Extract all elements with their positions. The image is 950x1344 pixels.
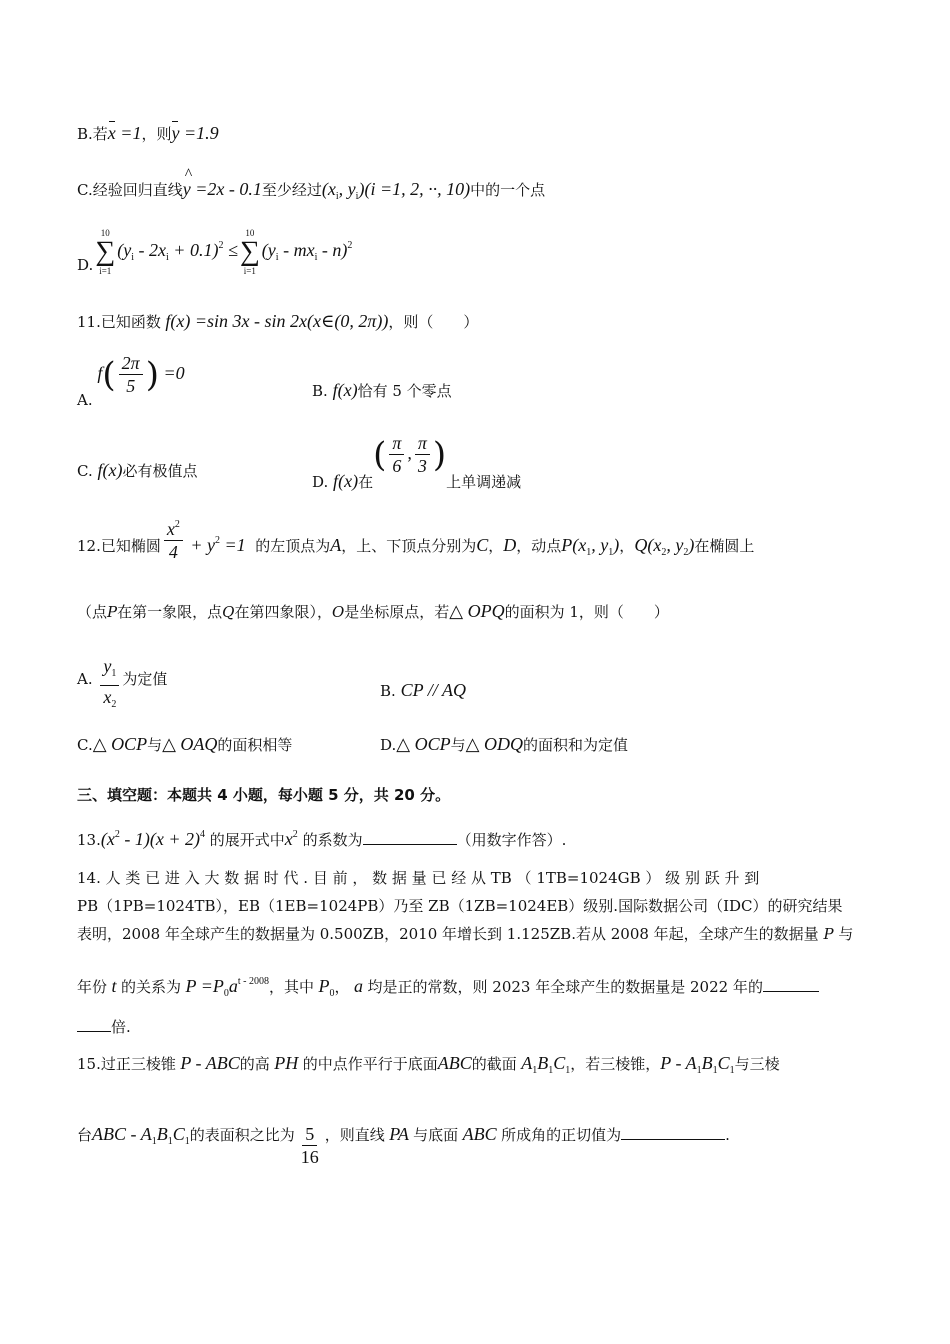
q11-optb-text: 恰有 5 个零点 (357, 382, 452, 400)
q12-optc-text: 的面积相等 (217, 736, 293, 754)
formula-P-A1B1C1: P - $A_1B_1C_1$ (660, 1053, 735, 1076)
formula-x-squared: $x^2$ (284, 829, 298, 849)
q12-stem-a: 的左顶点为 (255, 537, 331, 555)
q15-b: 的中点作平行于底面 (302, 1055, 438, 1073)
q12-line2-b: 在第一象限，点 (117, 603, 223, 621)
formula-f-x: f(x) (333, 470, 359, 491)
q11-option-c (77, 460, 198, 481)
q12-stem-prefix: 12.已知椭圆 (77, 537, 161, 555)
formula-triangle-OCP: △ OCP (396, 734, 451, 754)
q12-optc-mid: 与 (147, 736, 163, 754)
formula-f-x: f(x) (332, 380, 358, 400)
q11-option-d (312, 432, 522, 491)
formula-y-bar: y =1.9 (171, 123, 219, 143)
formula-triangle-OAQ: △ OAQ (162, 734, 218, 754)
answer-blank[interactable] (621, 1125, 725, 1140)
formula-5-16: $\frac{5}{16}$ (300, 1124, 319, 1167)
q14-line4 (77, 966, 873, 1010)
q15-line2-e: 所成角的正切值为 (501, 1126, 622, 1144)
q15-d: ，若三棱锥， (570, 1055, 661, 1073)
q10-optd-prefix: D. (77, 256, 94, 274)
q12-stem-d: 在椭圆上 (694, 537, 755, 555)
q12-line2-e: 的面积为 1，则（ ） (504, 603, 669, 621)
q13-mid: 的展开式中 (209, 831, 285, 849)
q15-a: 的高 (239, 1055, 270, 1073)
q12-option-b (380, 680, 466, 701)
q11-optd-label: D. (312, 472, 329, 491)
formula-f-x: f(x) (97, 460, 123, 480)
answer-blank[interactable] (763, 977, 819, 992)
q12-optc-label: C. (77, 736, 93, 754)
q11-optc-label: C. (77, 462, 93, 480)
q12-stem-c: ，动点 (516, 537, 562, 555)
q10-optb-mid: ，则 (141, 125, 172, 143)
q14-line4-a: 年份 (77, 978, 108, 996)
formula-q11-function: f(x) =sin 3x - sin 2x(x∈(0, 2π)) (160, 311, 389, 331)
q12-option-d (380, 734, 628, 755)
q10-option-c (77, 178, 873, 208)
q13-prefix: 13. (77, 831, 101, 849)
q10-option-d (77, 222, 873, 282)
var-PA: PA (384, 1124, 414, 1144)
q11-optc-text: 必有极值点 (122, 462, 198, 480)
q13-note: （用数字作答）. (456, 831, 567, 849)
q14-line4-b: 的关系为 (121, 978, 182, 996)
var-ABC: ABC (437, 1053, 472, 1073)
formula-CP-parallel-AQ: CP // AQ (400, 680, 466, 700)
formula-x-bar: x =1 (107, 123, 142, 143)
q12-line2-d: 是坐标原点，若 (344, 603, 450, 621)
var-a: a (349, 976, 368, 996)
var-A: A (330, 535, 342, 555)
q15-c: 的截面 (471, 1055, 517, 1073)
q11-stem-prefix: 11.已知函数 (77, 313, 161, 331)
formula-q13-expression: $(x^2 - 1)(x + 2)^4$ (100, 829, 205, 849)
var-PH: PH (269, 1053, 303, 1073)
q12-option-a (77, 650, 167, 716)
q14-line5-text: 倍. (111, 1018, 131, 1036)
q11-stem (77, 310, 873, 333)
q10-optc-suffix: 中的一个点 (470, 181, 546, 199)
formula-y1-over-x2: $\frac{y_1}{x_2}$ (97, 650, 122, 670)
formula-triangle-OCP: △ OCP (92, 734, 148, 754)
q14-line4-c: ，其中 (268, 978, 314, 996)
var-ABC: ABC (458, 1124, 502, 1144)
q12-line2-c: 在第四象限）， (234, 603, 332, 621)
formula-P-equals: $P =P_0a^{t - 2008}$ (181, 976, 269, 999)
q15-line2-b: 的表面积之比为 (189, 1126, 295, 1144)
q15-line2-a: 台 (77, 1126, 93, 1144)
q12-option-c (77, 734, 292, 755)
q11-option-a (77, 352, 185, 409)
formula-triangle-OPQ: △ OPQ (449, 601, 505, 621)
q12-opta-text: 为定值 (122, 670, 168, 688)
q11-optb-label: B. (312, 382, 328, 400)
q10-optc-prefix: C.经验回归直线 (77, 181, 183, 199)
q12-optd-text: 的面积和为定值 (522, 736, 628, 754)
answer-blank[interactable] (363, 830, 457, 845)
var-A1B1C1: $A_1B_1C_1$ (516, 1053, 571, 1076)
q14-line4-d: ， (334, 978, 350, 996)
q15-line2-d: 与底面 (413, 1126, 459, 1144)
q12-stem-line1: 12.已知椭圆 $\frac{x^2}{4}$ + $y^2 =1$ 的左顶点为A，上、下顶点分别为C，D，动点$P(x_1$, $y_1$)，$Q(x_2$, $y_2$)在椭圆上 (77, 512, 873, 582)
q14-paragraph (77, 864, 873, 948)
var-t: t (107, 976, 122, 996)
var-C: C (476, 535, 489, 555)
var-D: D (503, 535, 517, 555)
q11-optd-mid: 在 (358, 472, 374, 491)
q13-stem (77, 824, 873, 851)
q10-optb-prefix: B.若 (77, 125, 108, 143)
q12-line2-a: （点 (77, 603, 108, 621)
q12-optd-label: D. (380, 736, 397, 754)
q10-optc-mid: 至少经过 (261, 181, 322, 199)
formula-regression-line: ^ y =2x - 0.1 (183, 179, 262, 199)
var-P0: $P_0$ (314, 976, 335, 999)
q14-var-P: P (823, 925, 834, 943)
q12-optb-label: B. (380, 682, 396, 700)
formula-point-P: $P(x_1$, $y_1$) (561, 535, 620, 558)
q12-opta-label: A. (77, 670, 93, 688)
q11-opta-label: A. (77, 390, 93, 409)
formula-points-set: ($x_i$, $y_i)(i =1$, 2, ··, 10) (321, 179, 471, 202)
formula-triangle-ODQ: △ ODQ (465, 734, 523, 754)
answer-blank-cont[interactable] (77, 1017, 111, 1032)
q10-option-b (77, 122, 873, 145)
q15-e: 与三棱 (734, 1055, 780, 1073)
q15-line2: 台ABC - $A_1B_1C_1$的表面积之比为 $\frac{5}{16}$ ，则直线 PA 与底面 ABC 所成角的正切值为 . (77, 1124, 730, 1167)
q12-stem-line2: （点P在第一象限，点Q在第四象限），O是坐标原点，若△ OPQ的面积为 1，则（ ） (77, 601, 669, 621)
q14-line3-text: 表明，2008 年全球产生的数据量为 0.500ZB，2010 年增长到 1.125ZB.若从 2008 年起，全球产生的数据量 (77, 925, 819, 943)
q12-optd-mid: 与 (450, 736, 466, 754)
q11-stem-suffix: ，则（ ） (388, 313, 479, 331)
q15-prefix: 15.过正三棱锥 (77, 1055, 176, 1073)
formula-interval-pi6-pi3: ( $\frac{\pi}{6}$ , $\frac{\pi}{3}$ ) (373, 433, 447, 476)
q14-line5 (77, 1016, 873, 1038)
section-heading: 三、填空题：本题共 4 小题，每小题 5 分，共 20 分。 (77, 786, 451, 804)
formula-ellipse: $\frac{x^2}{4}$ + $y^2 =1$ (161, 535, 246, 555)
q12-stem-b: ，上、下顶点分别为 (341, 537, 477, 555)
q11-optd-text: 上单调递减 (446, 472, 522, 491)
q14-line2: PB（1PB=1024TB），EB（1EB=1024PB）乃至 ZB（1ZB=1024EB）级别.国际数据公司（IDC）的研究结果 (77, 897, 843, 915)
formula-f-2pi-5: f( $\frac{2\pi}{5}$ ) =0 (97, 353, 185, 396)
q14-line1: 14. 人 类 已 进 入 大 数 据 时 代 . 目 前 ， 数 据 量 已 经 从 TB （ 1TB=1024GB ） 级 别 跃 升 到 (77, 869, 760, 887)
formula-sum-inequality: 10 ∑ i=1 $(y_i - 2x_i + 0.1)^2$ ≤ 10 ∑ i=1 $(y_i - mx_i - n)^2$ (95, 227, 353, 276)
q11-option-b (312, 380, 452, 401)
q15-line2-c: ，则直线 (324, 1126, 385, 1144)
q15-line1 (77, 1052, 873, 1082)
q14-line3-end: 与 (838, 925, 854, 943)
formula-P-ABC: P - ABC (175, 1053, 240, 1073)
q13-suffix: 的系数为 (302, 831, 363, 849)
q14-line4-e: 均是正的常数，则 2023 年全球产生的数据量是 2022 年的 (367, 978, 763, 996)
q14-line3 (77, 920, 873, 948)
formula-point-Q: $Q(x_2$, $y_2$) (634, 535, 695, 558)
formula-ABC-A1B1C1: ABC - $A_1B_1C_1$ (92, 1124, 190, 1147)
